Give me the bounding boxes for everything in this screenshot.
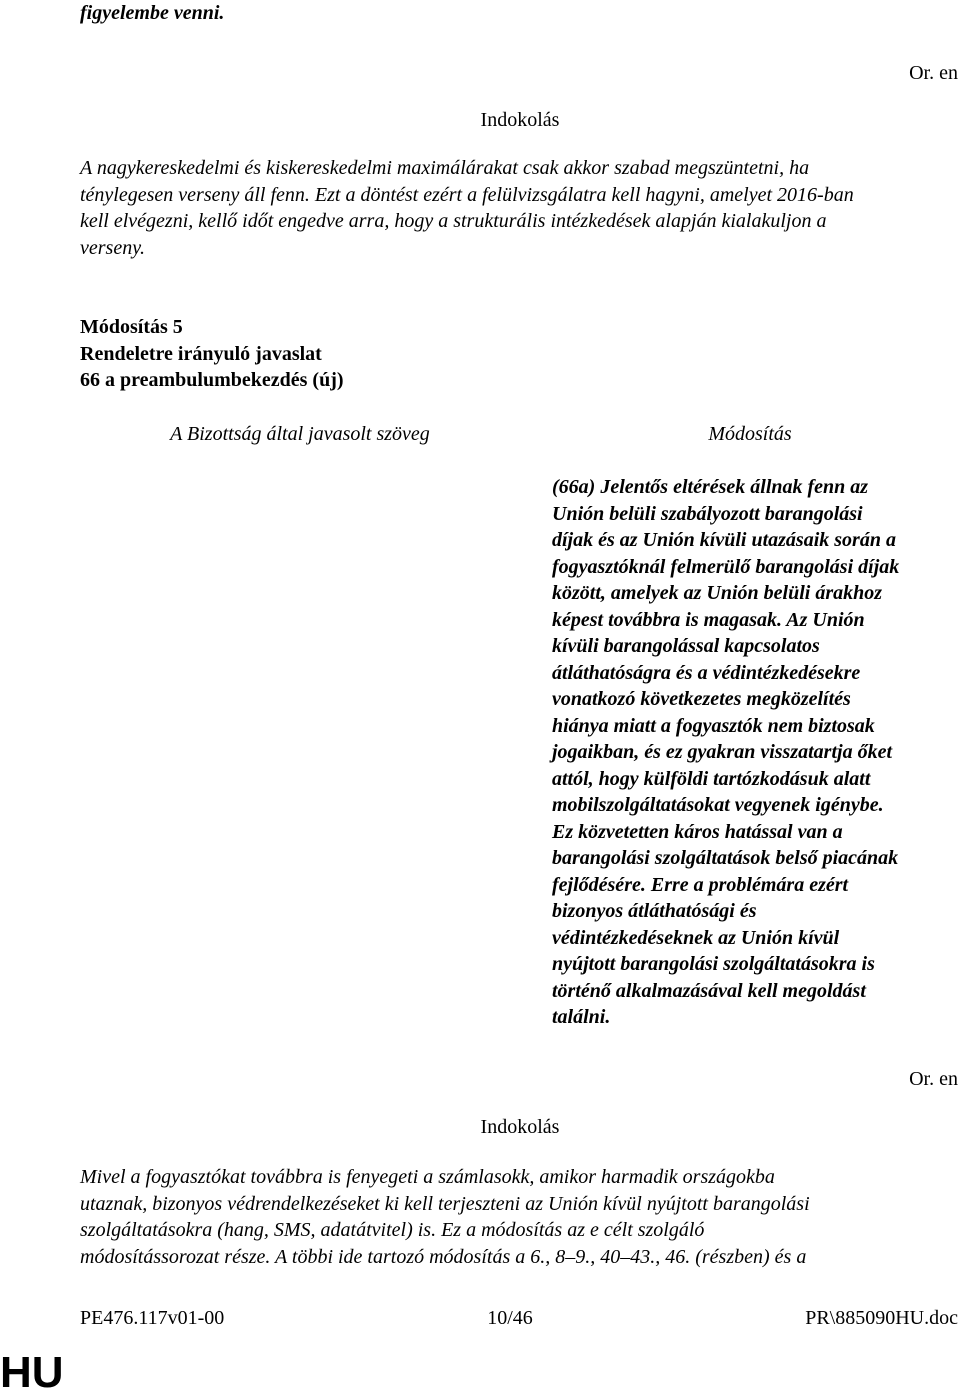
footer-page-number: 10/46 [487, 1307, 533, 1329]
text-line: barangolási szolgáltatások belső piacának [552, 847, 899, 869]
text-line: hiánya miatt a fogyasztók nem biztosak [552, 714, 875, 737]
original-language-marker: Or. en [909, 1068, 958, 1090]
amendment-number: Módosítás 5 [80, 316, 183, 338]
footer-document-reference: PE476.117v01-00 [80, 1307, 225, 1329]
text-line: ténylegesen verseny áll fenn. Ezt a döntést ezért a felülvizsgálatra kell hagyni, amelyet 2016-ban [80, 183, 854, 206]
column-header-amendment: Módosítás [708, 423, 792, 445]
text-line: módosítássorozat része. A többi ide tartozó módosítás a 6., 8–9., 40–43., 46. (részben) és a [80, 1245, 807, 1268]
language-code-label: HU [0, 1348, 64, 1397]
text-line: nyújtott barangolási szolgáltatásokra is [552, 953, 875, 975]
text-line: díjak és az Unión kívüli utazásaik során a [552, 529, 896, 551]
text-line: kívüli barangolással kapcsolatos [552, 635, 820, 657]
text-line: Mivel a fogyasztókat továbbra is fenyegeti a számlasokk, amikor harmadik országokba [80, 1166, 775, 1188]
amendment-proposal-title: Rendeletre irányuló javaslat [80, 343, 322, 365]
text-line: vonatkozó következetes megközelítés [552, 688, 851, 710]
column-header-commission-text: A Bizottság által javasolt szöveg [170, 423, 430, 445]
justification-paragraph [80, 155, 960, 261]
text-line: mobilszolgáltatásokat vegyenek igénybe. [552, 794, 884, 816]
text-line: Unión belüli szabályozott barangolási [552, 502, 863, 525]
text-line: szolgáltatásokra (hang, SMS, adatátvitel) is. Ez a módosítás az e célt szolgáló [80, 1219, 705, 1241]
footer-file-name: PR\885090HU.doc [805, 1307, 958, 1329]
text-line: találni. [552, 1006, 611, 1028]
text-line: képest továbbra is magasak. Az Unión [552, 608, 865, 631]
amendment-recital-ref: 66 a preambulumbekezdés (új) [80, 369, 344, 391]
text-line: fogyasztóknál felmerülő barangolási díjak [552, 555, 900, 578]
text-line: A nagykereskedelmi és kiskereskedelmi maximálárakat csak akkor szabad megszüntetni, ha [80, 157, 810, 179]
original-language-marker: Or. en [909, 62, 958, 84]
text-line: attól, hogy külföldi tartózkodásuk alatt [552, 767, 871, 790]
text-line: történő alkalmazásával kell megoldást [552, 979, 866, 1002]
justification-heading: Indokolás [480, 1116, 560, 1138]
text-line: (66a) Jelentős eltérések állnak fenn az [552, 476, 869, 498]
text-line: jogaikban, és ez gyakran visszatartja őket [552, 741, 893, 763]
text-line: védintézkedéseknek az Unión kívül [552, 926, 840, 949]
text-line: bizonyos átláthatósági és [552, 900, 757, 922]
text-line: kell elvégezni, kellő időt engedve arra, hogy a strukturális intézkedések alapján kialakuljon a [80, 210, 827, 232]
text-line: között, amelyek az Unión belüli árakhoz [552, 582, 883, 604]
text-line: Ez közvetetten káros hatással van a [552, 820, 843, 843]
justification-paragraph [80, 1164, 960, 1270]
text-line: átláthatóságra és a védintézkedésekre [552, 661, 861, 684]
text-line: utaznak, bizonyos védrendelkezéseket ki kell terjeszteni az Unión kívül nyújtott barangolási [80, 1192, 810, 1215]
amendment-text [552, 474, 960, 1031]
continued-text-fragment: figyelembe venni. [80, 2, 225, 24]
text-line: verseny. [80, 236, 145, 259]
justification-heading: Indokolás [480, 109, 560, 131]
text-line: fejlődésére. Erre a problémára ezért [552, 873, 849, 896]
